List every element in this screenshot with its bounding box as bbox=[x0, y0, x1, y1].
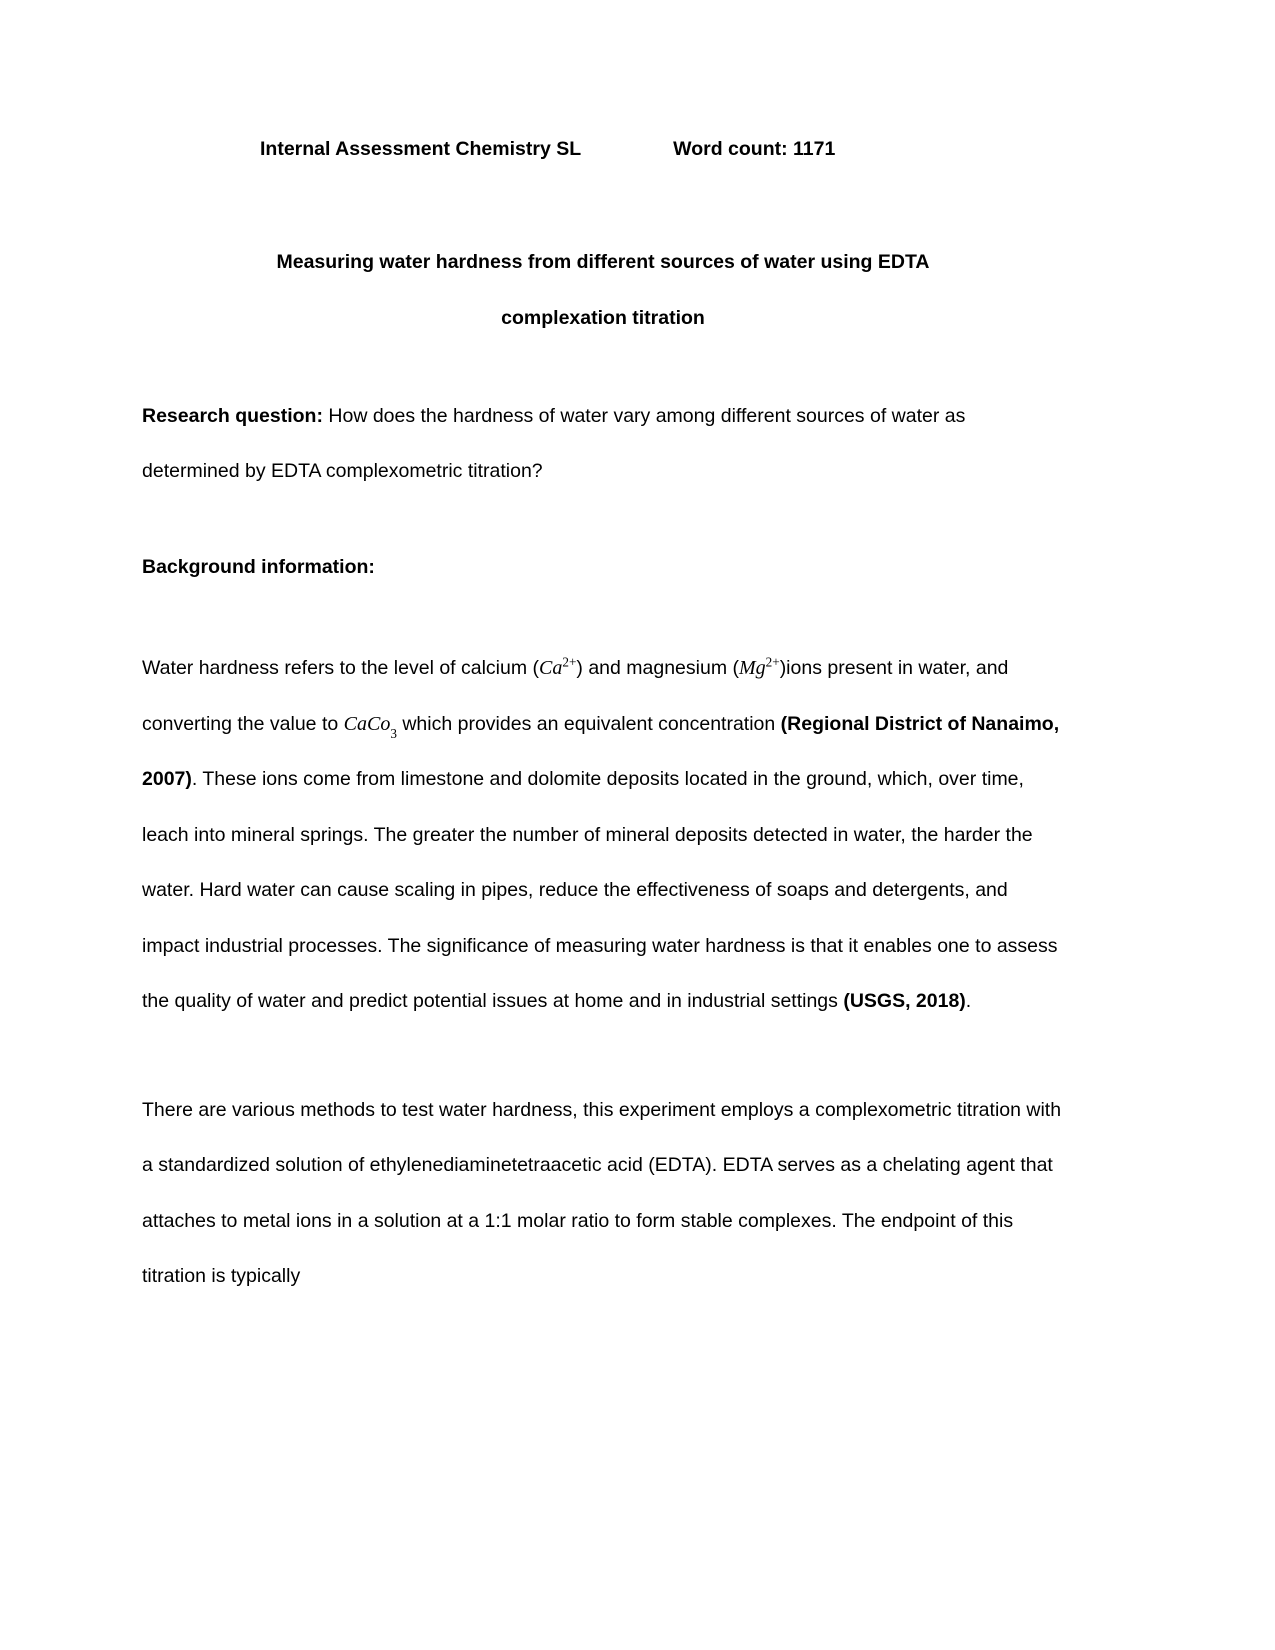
bg-p1-segment-4: which provides an equivalent concentration bbox=[396, 712, 781, 735]
citation-regional-district-nanaimo: (Regional District of Nanaimo, 2007) bbox=[142, 712, 1060, 791]
research-question-label: Research question: bbox=[142, 404, 323, 427]
document-content bbox=[142, 0, 1064, 1305]
research-question-paragraph bbox=[142, 389, 1064, 500]
formula-calcium-carbonate bbox=[343, 712, 397, 741]
citation-usgs: (USGS, 2018) bbox=[843, 990, 966, 1013]
background-information-heading: Background information: bbox=[142, 555, 375, 578]
background-paragraph-1 bbox=[142, 641, 1064, 1030]
spacer-after-title bbox=[142, 347, 1064, 389]
document-header bbox=[142, 138, 1064, 161]
bg-p1-segment-5: . These ions come from limestone and dolomite deposits located in the ground, which, over time, leach into mineral springs. The greater the number of mineral deposits detected in water, the harder the water. Hard water can cause scaling in pipes, reduce the effectiveness of soaps and detergents, and impact industrial processes. The significance of measuring water hardness is that it enables one to assess the quality of water and predict potential issues at home and in industrial settings bbox=[142, 768, 1058, 1013]
spacer-after-background-heading bbox=[142, 595, 1064, 641]
bg-p1-segment-6: . bbox=[965, 990, 972, 1013]
formula-caco3-symbol: CaCo bbox=[343, 712, 391, 735]
formula-magnesium-symbol: Mg bbox=[738, 657, 766, 680]
header-left-text: Internal Assessment Chemistry SL bbox=[260, 138, 582, 160]
formula-magnesium-charge: 2+ bbox=[765, 654, 780, 670]
bg-p1-segment-1: Water hardness refers to the level of calcium ( bbox=[142, 657, 540, 680]
bg-p1-segment-2: ) and magnesium ( bbox=[576, 657, 739, 680]
formula-magnesium-ion bbox=[738, 654, 780, 680]
formula-calcium-symbol: Ca bbox=[539, 657, 563, 680]
background-paragraph-2: There are various methods to test water hardness, this experiment employs a complexometric titration with a standardized solution of ethylenediaminetetraacetic acid (EDTA). EDTA serves as a chelating agent that attaches to metal ions in a solution at a 1:1 molar ratio to form stable complexes. The endpoint of this titration is typically bbox=[142, 1098, 1062, 1288]
formula-calcium-ion bbox=[539, 654, 577, 680]
spacer-between-paragraphs bbox=[142, 1030, 1064, 1083]
page-title-line-2: complexation titration bbox=[501, 306, 705, 329]
formula-caco3-subscript: 3 bbox=[390, 725, 397, 741]
formula-calcium-charge: 2+ bbox=[562, 654, 577, 670]
page-title bbox=[142, 235, 1064, 346]
header-word-count: Word count: 1171 bbox=[673, 138, 836, 160]
bg-p1-segment-3: )ions present in water, and converting the value to bbox=[142, 657, 1009, 735]
research-question-text-line-2: water as determined by EDTA complexometric titration? bbox=[142, 404, 966, 483]
research-question-text-line-1: How does the hardness of water vary among different sources of bbox=[322, 404, 887, 427]
spacer-after-research-question bbox=[142, 500, 1064, 540]
page-title-line-1: Measuring water hardness from different sources of water using EDTA bbox=[276, 251, 930, 274]
